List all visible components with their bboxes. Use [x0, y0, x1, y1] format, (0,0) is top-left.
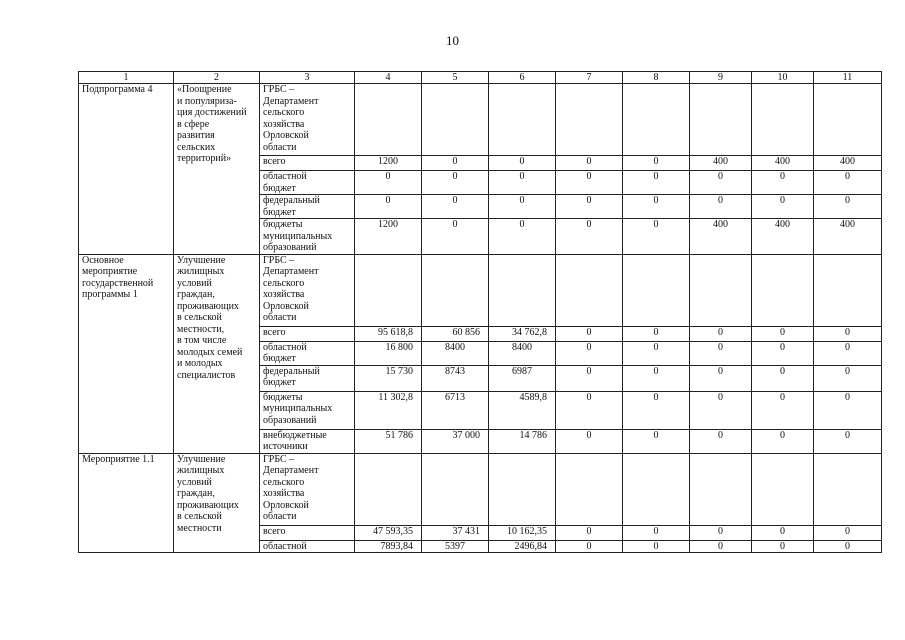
value-cell: 400 [814, 219, 882, 255]
column-header: 1 [79, 72, 174, 84]
value-cell: 6713 [422, 391, 489, 429]
value-cell: 0 [623, 195, 690, 219]
value-cell: 34 762,8 [489, 326, 556, 341]
value-cell: 7893,84 [355, 540, 422, 553]
column-header: 9 [690, 72, 752, 84]
value-cell: 0 [556, 195, 623, 219]
budget-table [78, 71, 882, 553]
grbs-cell: ГРБС – Департамент сельского хозяйства Орловской области [260, 453, 355, 525]
value-cell: 0 [556, 156, 623, 171]
value-cell: 16 800 [355, 341, 422, 365]
value-cell: 0 [814, 365, 882, 391]
value-cell: 0 [489, 171, 556, 195]
program-name-cell: Подпрограмма 4 [79, 84, 174, 255]
funding-source-cell: областной [260, 540, 355, 553]
empty-cell [556, 84, 623, 156]
funding-source-cell: областной бюджет [260, 341, 355, 365]
empty-cell [422, 254, 489, 326]
value-cell: 400 [752, 156, 814, 171]
empty-cell [814, 254, 882, 326]
value-cell: 0 [690, 171, 752, 195]
value-cell: 0 [422, 195, 489, 219]
empty-cell [489, 453, 556, 525]
empty-cell [623, 453, 690, 525]
value-cell: 8743 [422, 365, 489, 391]
value-cell: 0 [489, 219, 556, 255]
value-cell: 0 [623, 429, 690, 453]
value-cell: 0 [752, 195, 814, 219]
value-cell: 8400 [422, 341, 489, 365]
value-cell: 5397 [422, 540, 489, 553]
value-cell: 95 618,8 [355, 326, 422, 341]
value-cell: 0 [690, 540, 752, 553]
grbs-cell: ГРБС – Департамент сельского хозяйства Орловской области [260, 254, 355, 326]
value-cell: 15 730 [355, 365, 422, 391]
value-cell: 0 [752, 391, 814, 429]
value-cell: 0 [752, 171, 814, 195]
funding-source-cell: областной бюджет [260, 171, 355, 195]
empty-cell [489, 254, 556, 326]
empty-cell [556, 254, 623, 326]
funding-source-cell: всего [260, 525, 355, 540]
value-cell: 0 [422, 171, 489, 195]
value-cell: 0 [752, 341, 814, 365]
value-cell: 0 [422, 219, 489, 255]
value-cell: 0 [814, 326, 882, 341]
column-header: 3 [260, 72, 355, 84]
value-cell: 0 [752, 429, 814, 453]
value-cell: 37 000 [422, 429, 489, 453]
value-cell: 6987 [489, 365, 556, 391]
value-cell: 400 [690, 219, 752, 255]
value-cell: 0 [814, 171, 882, 195]
empty-cell [814, 84, 882, 156]
value-cell: 400 [752, 219, 814, 255]
column-header: 7 [556, 72, 623, 84]
funding-source-cell: всего [260, 326, 355, 341]
value-cell: 0 [690, 391, 752, 429]
value-cell: 0 [690, 365, 752, 391]
value-cell: 1200 [355, 156, 422, 171]
value-cell: 0 [623, 365, 690, 391]
value-cell: 0 [556, 341, 623, 365]
column-header: 6 [489, 72, 556, 84]
funding-source-cell: федеральный бюджет [260, 195, 355, 219]
value-cell: 14 786 [489, 429, 556, 453]
value-cell: 0 [690, 326, 752, 341]
empty-cell [355, 84, 422, 156]
column-number-row [79, 72, 882, 84]
value-cell: 0 [814, 391, 882, 429]
value-cell: 0 [623, 540, 690, 553]
value-cell: 0 [355, 171, 422, 195]
value-cell: 0 [752, 540, 814, 553]
value-cell: 2496,84 [489, 540, 556, 553]
value-cell: 60 856 [422, 326, 489, 341]
empty-cell [690, 254, 752, 326]
program-title-cell: Улучшение жилищных условий граждан, проживающих в сельской местности [174, 453, 260, 553]
program-title-cell: Улучшение жилищных условий граждан, проживающих в сельской местности, в том числе молодых семей и молодых специалистов [174, 254, 260, 453]
empty-cell [752, 254, 814, 326]
column-header: 5 [422, 72, 489, 84]
value-cell: 0 [623, 341, 690, 365]
block-header-row [79, 84, 882, 156]
funding-source-cell: федеральный бюджет [260, 365, 355, 391]
empty-cell [814, 453, 882, 525]
funding-source-cell: бюджеты муниципальных образований [260, 219, 355, 255]
value-cell: 0 [690, 525, 752, 540]
program-name-cell: Основное мероприятие государственной программы 1 [79, 254, 174, 453]
empty-cell [752, 84, 814, 156]
value-cell: 0 [814, 540, 882, 553]
value-cell: 0 [489, 156, 556, 171]
value-cell: 0 [422, 156, 489, 171]
value-cell: 47 593,35 [355, 525, 422, 540]
column-header: 8 [623, 72, 690, 84]
empty-cell [690, 453, 752, 525]
empty-cell [623, 254, 690, 326]
value-cell: 0 [556, 540, 623, 553]
value-cell: 0 [623, 171, 690, 195]
empty-cell [623, 84, 690, 156]
column-header: 4 [355, 72, 422, 84]
program-title-cell: «Поощрение и популяриза- ция достижений в сфере развития сельских территорий» [174, 84, 260, 255]
funding-source-cell: внебюджетные источники [260, 429, 355, 453]
block-header-row [79, 453, 882, 525]
value-cell: 0 [623, 525, 690, 540]
empty-cell [556, 453, 623, 525]
empty-cell [355, 453, 422, 525]
value-cell: 0 [623, 326, 690, 341]
value-cell: 0 [489, 195, 556, 219]
value-cell: 0 [752, 525, 814, 540]
value-cell: 0 [556, 365, 623, 391]
value-cell: 0 [556, 391, 623, 429]
value-cell: 0 [556, 326, 623, 341]
value-cell: 0 [814, 341, 882, 365]
empty-cell [422, 453, 489, 525]
block-header-row [79, 254, 882, 326]
value-cell: 0 [556, 171, 623, 195]
page-number: 10 [446, 33, 459, 48]
value-cell: 0 [623, 156, 690, 171]
value-cell: 0 [556, 219, 623, 255]
value-cell: 400 [814, 156, 882, 171]
value-cell: 0 [556, 429, 623, 453]
value-cell: 4589,8 [489, 391, 556, 429]
grbs-cell: ГРБС – Департамент сельского хозяйства Орловской области [260, 84, 355, 156]
empty-cell [752, 453, 814, 525]
empty-cell [690, 84, 752, 156]
empty-cell [355, 254, 422, 326]
value-cell: 0 [814, 525, 882, 540]
value-cell: 0 [623, 219, 690, 255]
value-cell: 1200 [355, 219, 422, 255]
value-cell: 10 162,35 [489, 525, 556, 540]
column-header: 2 [174, 72, 260, 84]
value-cell: 8400 [489, 341, 556, 365]
funding-source-cell: бюджеты муниципальных образований [260, 391, 355, 429]
value-cell: 11 302,8 [355, 391, 422, 429]
funding-source-cell: всего [260, 156, 355, 171]
empty-cell [422, 84, 489, 156]
value-cell: 0 [690, 429, 752, 453]
program-name-cell: Мероприятие 1.1 [79, 453, 174, 553]
column-header: 10 [752, 72, 814, 84]
value-cell: 0 [752, 365, 814, 391]
value-cell: 51 786 [355, 429, 422, 453]
column-header: 11 [814, 72, 882, 84]
value-cell: 400 [690, 156, 752, 171]
value-cell: 0 [690, 341, 752, 365]
value-cell: 0 [752, 326, 814, 341]
value-cell: 0 [690, 195, 752, 219]
value-cell: 37 431 [422, 525, 489, 540]
value-cell: 0 [814, 429, 882, 453]
empty-cell [489, 84, 556, 156]
value-cell: 0 [556, 525, 623, 540]
value-cell: 0 [355, 195, 422, 219]
value-cell: 0 [623, 391, 690, 429]
value-cell: 0 [814, 195, 882, 219]
